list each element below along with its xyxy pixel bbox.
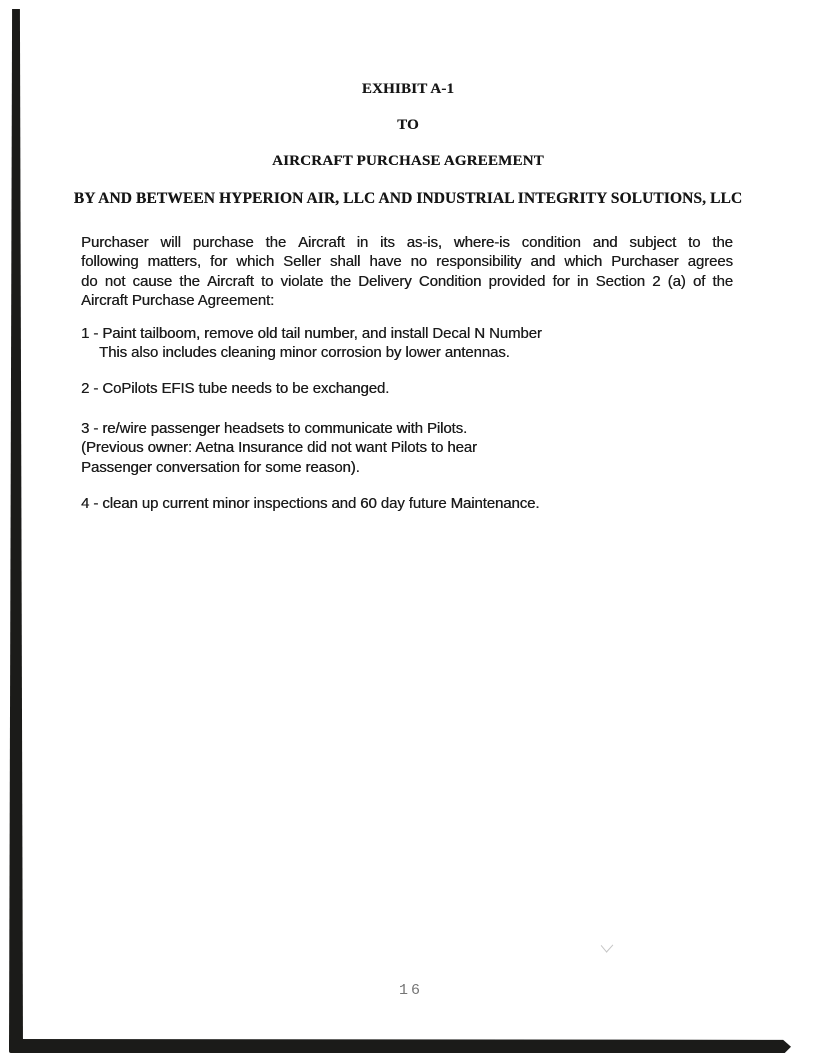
- list-item-2-line-1: 2 - CoPilots EFIS tube needs to be exchanged.: [81, 380, 390, 397]
- scan-artifact-mark: [601, 938, 614, 952]
- scan-edge-bar-bottom: [9, 1039, 791, 1053]
- intro-line-3: do not cause the Aircraft to violate the Delivery Condition provided for in Section 2 (a) of the: [81, 272, 733, 290]
- list-item-1-line-2: This also includes cleaning minor corrosion by lower antennas.: [99, 344, 510, 362]
- agreement-title: AIRCRAFT PURCHASE AGREEMENT: [272, 153, 544, 169]
- page-number: 16: [399, 982, 424, 999]
- exhibit-title: EXHIBIT A-1: [361, 81, 455, 97]
- intro-line-2: following matters, for which Seller shall have no responsibility and which Purchaser agrees: [81, 253, 733, 271]
- intro-line-4: Aircraft Purchase Agreement:: [81, 291, 275, 309]
- intro-paragraph: [81, 233, 733, 310]
- list-item-3-line-3: Passenger conversation for some reason).: [81, 458, 360, 476]
- list-item-4-line-1: 4 - clean up current minor inspections and 60 day future Maintenance.: [81, 495, 540, 512]
- list-item-4: [81, 494, 733, 513]
- list-item-3-line-2: (Previous owner: Aetna Insurance did not want Pilots to hear: [81, 439, 477, 457]
- list-item-3: [81, 419, 733, 477]
- header-to: TO: [397, 117, 419, 133]
- parties-line: BY AND BETWEEN HYPERION AIR, LLC AND INDUSTRIAL INTEGRITY SOLUTIONS, LLC: [73, 190, 743, 207]
- list-item-1-line-1: 1 - Paint tailboom, remove old tail number, and install Decal N Number: [81, 325, 542, 342]
- intro-line-1: Purchaser will purchase the Aircraft in its as-is, where-is condition and subject to the: [81, 234, 733, 251]
- list-item-2: [81, 379, 733, 398]
- list-item-1: [81, 324, 733, 363]
- list-item-3-line-1: 3 - re/wire passenger headsets to communicate with Pilots.: [81, 420, 468, 437]
